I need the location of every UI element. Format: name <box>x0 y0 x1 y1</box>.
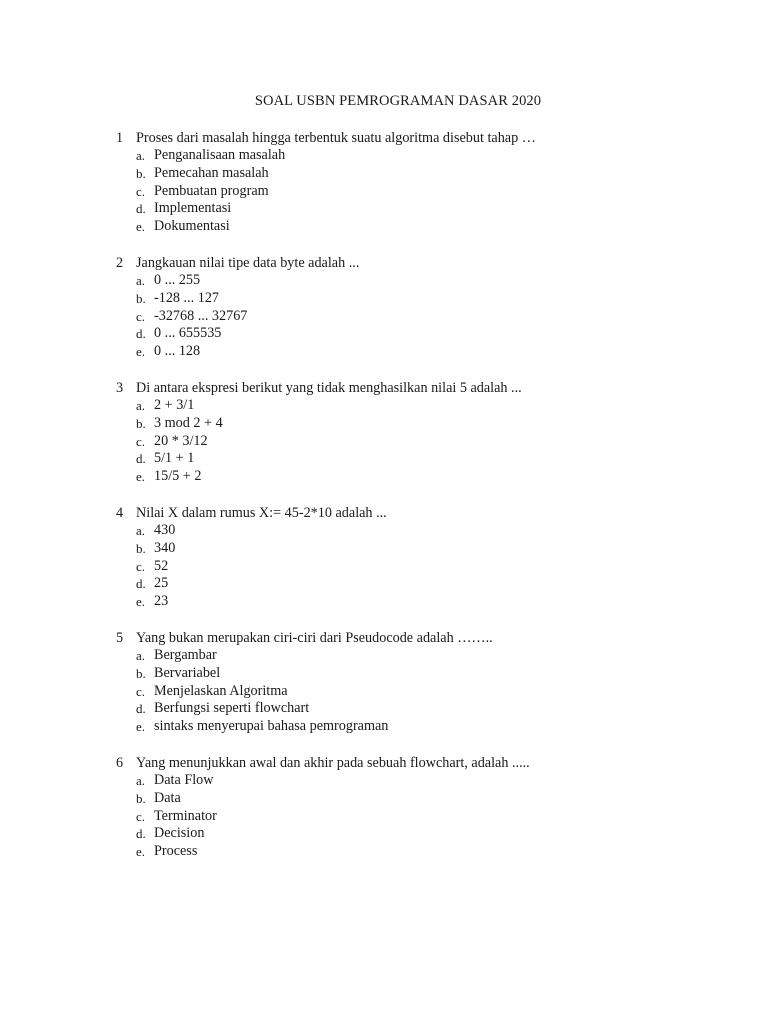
option-letter: e. <box>136 719 146 735</box>
document-title: SOAL USBN PEMROGRAMAN DASAR 2020 <box>254 93 542 109</box>
option-text: Pemecahan masalah <box>154 164 269 181</box>
question-stem <box>116 379 736 397</box>
option-text: Data Flow <box>154 772 214 788</box>
option-text: Decision <box>154 825 205 842</box>
option-text: Process <box>154 843 198 860</box>
question-3 <box>116 379 736 486</box>
option-text: 15/5 + 2 <box>154 468 202 485</box>
option-b <box>116 665 736 683</box>
option-text: 430 <box>154 522 176 538</box>
option-letter: a. <box>136 773 146 788</box>
option-b <box>116 540 736 558</box>
question-text: Yang bukan merupakan ciri-ciri dari Pseudocode adalah …….. <box>136 630 493 646</box>
option-text: Bervariabel <box>154 664 221 681</box>
option-letter: b. <box>136 665 146 681</box>
option-e <box>116 718 736 736</box>
option-text: Terminator <box>154 807 217 824</box>
option-text: Berfungsi seperti flowchart <box>154 700 310 717</box>
option-letter: c. <box>136 683 146 699</box>
question-text: Proses dari masalah hingga terbentuk suatu algoritma disebut tahap … <box>136 130 536 146</box>
question-6 <box>116 754 736 861</box>
option-a <box>116 397 736 415</box>
option-e <box>116 468 736 486</box>
option-letter: b. <box>136 790 146 806</box>
option-text: Menjelaskan Algoritma <box>154 682 288 699</box>
option-d <box>116 325 736 343</box>
option-letter: e. <box>136 594 146 610</box>
option-text: Bergambar <box>154 647 217 663</box>
option-letter: a. <box>136 523 146 538</box>
question-stem <box>116 129 736 147</box>
question-number: 3 <box>116 380 124 396</box>
option-letter: d. <box>136 576 146 592</box>
option-text: 2 + 3/1 <box>154 397 195 413</box>
question-text: Yang menunjukkan awal dan akhir pada sebuah flowchart, adalah ..... <box>136 755 530 771</box>
option-b <box>116 290 736 308</box>
option-letter: c. <box>136 433 146 449</box>
question-number: 1 <box>116 130 124 146</box>
option-text: 3 mod 2 + 4 <box>154 414 223 431</box>
option-text: -128 ... 127 <box>154 289 220 306</box>
option-c <box>116 433 736 451</box>
option-e <box>116 593 736 611</box>
option-letter: e. <box>136 219 146 235</box>
option-letter: b. <box>136 540 146 556</box>
option-letter: a. <box>136 273 146 288</box>
option-d <box>116 700 736 718</box>
question-stem <box>116 629 736 647</box>
option-letter: b. <box>136 290 146 306</box>
option-text: 25 <box>154 575 169 592</box>
option-text: 23 <box>154 593 169 610</box>
option-text: sintaks menyerupai bahasa pemrograman <box>154 718 389 735</box>
option-b <box>116 165 736 183</box>
option-c <box>116 308 736 326</box>
question-text: Jangkauan nilai tipe data byte adalah ... <box>136 255 360 271</box>
option-text: 340 <box>154 539 176 556</box>
option-letter: a. <box>136 398 146 413</box>
option-letter: e. <box>136 844 146 860</box>
option-letter: e. <box>136 469 146 485</box>
option-c <box>116 558 736 576</box>
question-number: 6 <box>116 755 124 771</box>
option-a <box>116 772 736 790</box>
option-d <box>116 825 736 843</box>
option-a <box>116 647 736 665</box>
option-d <box>116 450 736 468</box>
option-c <box>116 683 736 701</box>
option-d <box>116 575 736 593</box>
option-e <box>116 343 736 361</box>
option-text: 0 ... 655535 <box>154 325 222 342</box>
question-4 <box>116 504 736 611</box>
option-text: Penganalisaan masalah <box>154 147 286 163</box>
question-stem <box>116 754 736 772</box>
option-text: 5/1 + 1 <box>154 450 195 467</box>
option-letter: c. <box>136 808 146 824</box>
question-stem <box>116 504 736 522</box>
option-letter: c. <box>136 183 146 199</box>
option-text: -32768 ... 32767 <box>154 307 248 324</box>
option-letter: a. <box>136 648 146 663</box>
question-number: 4 <box>116 505 124 521</box>
option-letter: b. <box>136 165 146 181</box>
option-a <box>116 272 736 290</box>
option-e <box>116 218 736 236</box>
option-d <box>116 200 736 218</box>
question-stem <box>116 254 736 272</box>
option-letter: d. <box>136 701 146 717</box>
option-letter: c. <box>136 308 146 324</box>
option-e <box>116 843 736 861</box>
option-letter: d. <box>136 826 146 842</box>
option-text: Data <box>154 789 181 806</box>
question-2 <box>116 254 736 361</box>
option-b <box>116 790 736 808</box>
option-text: Implementasi <box>154 200 232 217</box>
option-letter: d. <box>136 201 146 217</box>
question-text: Nilai X dalam rumus X:= 45-2*10 adalah ... <box>136 505 387 521</box>
option-text: 0 ... 255 <box>154 272 201 288</box>
option-c <box>116 183 736 201</box>
option-text: 20 * 3/12 <box>154 432 208 449</box>
question-number: 2 <box>116 255 124 271</box>
option-text: Pembuatan program <box>154 182 269 199</box>
option-a <box>116 147 736 165</box>
question-5 <box>116 629 736 736</box>
option-letter: d. <box>136 451 146 467</box>
question-number: 5 <box>116 630 124 646</box>
option-text: 52 <box>154 557 169 574</box>
option-letter: c. <box>136 558 146 574</box>
option-c <box>116 808 736 826</box>
option-text: 0 ... 128 <box>154 343 201 360</box>
question-1 <box>116 129 736 236</box>
option-letter: a. <box>136 148 146 163</box>
option-b <box>116 415 736 433</box>
option-letter: d. <box>136 326 146 342</box>
option-letter: e. <box>136 344 146 360</box>
option-letter: b. <box>136 415 146 431</box>
question-text: Di antara ekspresi berikut yang tidak menghasilkan nilai 5 adalah ... <box>136 380 522 396</box>
option-a <box>116 522 736 540</box>
option-text: Dokumentasi <box>154 218 230 235</box>
